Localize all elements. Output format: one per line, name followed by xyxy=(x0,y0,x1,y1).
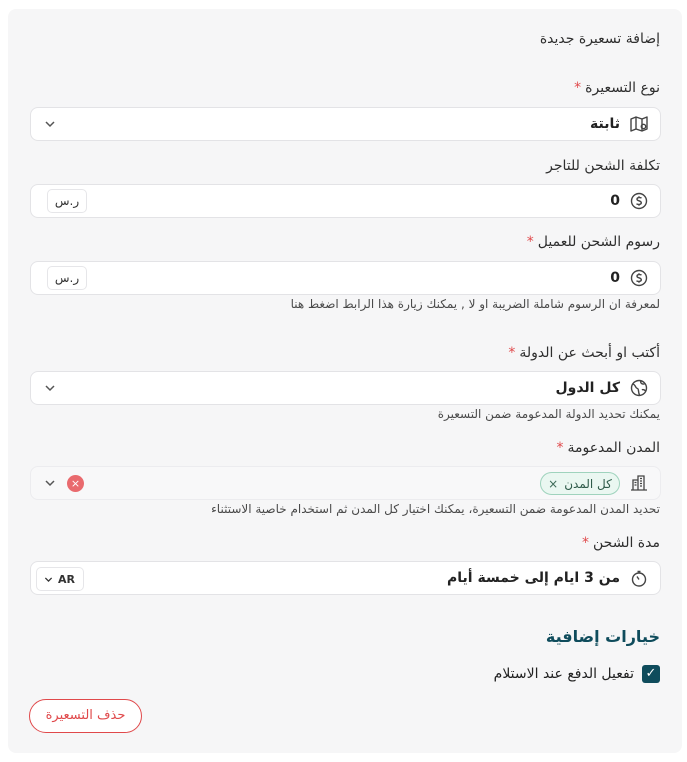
country-label xyxy=(508,345,660,361)
pricing-type-label xyxy=(574,80,660,96)
chevron-down-icon[interactable] xyxy=(43,476,57,490)
cities-label-text: المدن المدعومة xyxy=(567,440,660,456)
country-value: كل الدول xyxy=(555,380,620,396)
chip-label: كل المدن xyxy=(564,476,612,491)
extra-options-title: خيارات إضافية xyxy=(545,627,660,646)
language-select[interactable] xyxy=(36,567,84,591)
country-label-text: أكتب او أبحث عن الدولة xyxy=(519,345,660,361)
customer-fee-label xyxy=(527,234,660,250)
chevron-down-icon[interactable] xyxy=(43,381,57,395)
merchant-cost-label: تكلفة الشحن للتاجر xyxy=(546,158,660,174)
delete-pricing-button[interactable]: حذف التسعيرة xyxy=(29,699,142,733)
required-mark: * xyxy=(526,234,534,250)
chevron-down-icon[interactable] xyxy=(43,117,57,131)
cities-hint: تحديد المدن المدعومة ضمن التسعيرة، يمكنك اختيار كل المدن ثم استخدام خاصية الاستثناء xyxy=(211,502,660,516)
pricing-type-label-text: نوع التسعيرة xyxy=(585,80,660,96)
customer-fee-label-text: رسوم الشحن للعميل xyxy=(537,234,660,250)
required-mark: * xyxy=(582,535,590,551)
required-mark: * xyxy=(574,80,582,96)
currency-badge: ر.س xyxy=(47,189,87,213)
shipping-duration-label-text: مدة الشحن xyxy=(593,535,660,551)
language-value: AR xyxy=(58,573,75,586)
globe-icon xyxy=(629,378,649,398)
tax-info-hint[interactable]: لمعرفة ان الرسوم شاملة الضريبة او لا , يمكنك زيارة هذا الرابط اضغط هنا xyxy=(290,297,660,311)
timer-icon xyxy=(629,569,649,589)
cod-option[interactable] xyxy=(494,665,660,683)
customer-fee-input[interactable] xyxy=(30,261,661,295)
cod-label[interactable]: تفعيل الدفع عند الاستلام xyxy=(493,666,634,682)
add-pricing-form xyxy=(8,9,682,753)
city-icon xyxy=(629,473,649,493)
currency-badge: ر.س xyxy=(47,266,87,290)
merchant-cost-value: 0 xyxy=(610,193,620,209)
merchant-cost-input[interactable] xyxy=(30,184,661,218)
shipping-duration-input[interactable] xyxy=(30,561,661,595)
pricing-type-value: ثابتة xyxy=(590,116,620,132)
remove-chip-icon[interactable]: × xyxy=(548,476,559,491)
all-cities-chip[interactable] xyxy=(540,472,620,495)
required-mark: * xyxy=(508,345,516,361)
coin-icon xyxy=(629,268,649,288)
required-mark: * xyxy=(556,440,564,456)
country-hint: يمكنك تحديد الدولة المدعومة ضمن التسعيرة xyxy=(437,407,660,421)
cities-label xyxy=(556,440,660,456)
shipping-duration-value: من 3 ايام إلى خمسة أيام xyxy=(447,570,620,586)
map-icon xyxy=(629,114,649,134)
chevron-down-icon xyxy=(43,574,54,585)
country-select[interactable] xyxy=(30,371,661,405)
shipping-duration-label xyxy=(582,535,660,551)
form-title: إضافة تسعيرة جديدة xyxy=(539,31,660,47)
customer-fee-value: 0 xyxy=(610,270,620,286)
pricing-type-select[interactable] xyxy=(30,107,661,141)
cities-multiselect[interactable] xyxy=(30,466,661,500)
clear-selection-icon[interactable]: × xyxy=(67,475,84,492)
coin-icon xyxy=(629,191,649,211)
cod-checkbox[interactable]: ✓ xyxy=(642,665,660,683)
